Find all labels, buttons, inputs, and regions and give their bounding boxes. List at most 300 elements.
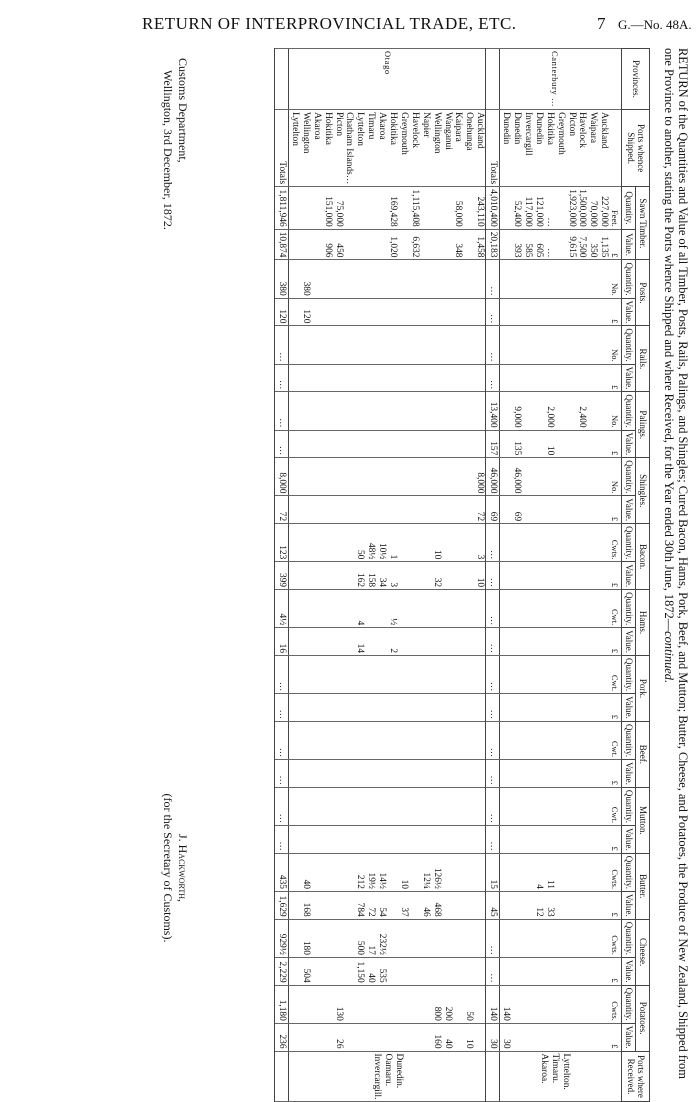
interprovincial-trade-table (274, 48, 650, 1102)
value-cell (598, 694, 609, 722)
value-cell: 10 (398, 853, 409, 891)
value-cell (311, 760, 322, 788)
port-shipped-cell: Greymouth (555, 110, 566, 187)
unit-cell: £ (609, 826, 621, 854)
value-cell (322, 392, 333, 430)
value-cell: 30 (500, 1023, 511, 1051)
quantity-subheader: Quantity. (622, 524, 636, 562)
value-cell (544, 496, 555, 524)
value-cell (577, 891, 588, 919)
otago-province-cell: Otago (289, 49, 486, 110)
value-cell (344, 656, 355, 694)
value-cell (365, 260, 376, 298)
value-cell (409, 628, 420, 656)
total-cell: 46,000 (486, 458, 500, 496)
value-cell (598, 919, 609, 957)
blank-cell (486, 49, 500, 110)
table-body (275, 49, 622, 1102)
return-caption (662, 48, 690, 1088)
value-cell: 34 (376, 562, 387, 590)
value-cell (566, 524, 577, 562)
value-cell: 380 (300, 260, 311, 298)
table-row (344, 49, 355, 1102)
value-cell (354, 364, 365, 392)
value-cell (409, 656, 420, 694)
value-cell (344, 787, 355, 825)
value-cell (289, 392, 300, 430)
value-cell (533, 721, 544, 759)
value-cell (464, 430, 475, 458)
value-cell (409, 458, 420, 496)
value-cell: 158 (365, 562, 376, 590)
total-cell: 140 (486, 985, 500, 1023)
value-cell: 450 (333, 229, 344, 260)
value-cell (577, 1023, 588, 1051)
value-cell (333, 628, 344, 656)
port-shipped-cell: Auckland (598, 110, 609, 187)
total-cell: 2,229 (275, 957, 289, 985)
value-subheader: Value. (622, 298, 636, 326)
value-cell (533, 656, 544, 694)
port-shipped-cell: Akaroa (311, 110, 322, 187)
value-cell (289, 187, 300, 230)
value-cell (511, 524, 522, 562)
value-cell (354, 187, 365, 230)
value-cell (511, 826, 522, 854)
value-cell (322, 364, 333, 392)
value-cell (577, 260, 588, 298)
value-cell (522, 985, 533, 1023)
value-cell (587, 392, 598, 430)
port-shipped-cell: Picton (333, 110, 344, 187)
value-cell (300, 826, 311, 854)
value-cell (344, 458, 355, 496)
value-cell (500, 524, 511, 562)
value-cell: 2,000 (544, 392, 555, 430)
total-cell: … (486, 787, 500, 825)
value-cell (311, 628, 322, 656)
value-cell (365, 458, 376, 496)
value-cell (533, 496, 544, 524)
blank-cell (486, 1051, 500, 1102)
value-cell (555, 458, 566, 496)
total-cell: 236 (275, 1023, 289, 1051)
value-cell (431, 392, 442, 430)
beef-header: Beef. (636, 721, 650, 787)
quantity-subheader: Quantity. (622, 392, 636, 430)
value-cell (409, 496, 420, 524)
value-cell (431, 760, 442, 788)
value-cell (522, 326, 533, 364)
total-cell: … (275, 326, 289, 364)
value-cell (311, 957, 322, 985)
value-cell (500, 957, 511, 985)
value-cell: 72 (474, 496, 485, 524)
value-cell (420, 985, 431, 1023)
value-cell (587, 590, 598, 628)
value-cell (354, 760, 365, 788)
value-cell (453, 957, 464, 985)
total-cell: … (275, 656, 289, 694)
value-cell (566, 364, 577, 392)
value-cell (376, 260, 387, 298)
value-cell (533, 524, 544, 562)
value-cell (431, 787, 442, 825)
value-cell (464, 229, 475, 260)
value-cell (453, 628, 464, 656)
value-cell (555, 326, 566, 364)
total-cell: … (486, 326, 500, 364)
port-received-label: Invercargill. (371, 1053, 382, 1100)
value-cell (387, 260, 398, 298)
value-cell (474, 721, 485, 759)
port-received-label: Dunedin. (393, 1053, 404, 1089)
value-cell (511, 694, 522, 722)
value-cell (598, 298, 609, 326)
value-cell (333, 919, 344, 957)
table-row (464, 49, 475, 1102)
value-cell (453, 326, 464, 364)
value-cell: 126½ (431, 853, 442, 891)
value-cell (555, 229, 566, 260)
value-cell (577, 826, 588, 854)
total-cell: 435 (275, 853, 289, 891)
value-cell (420, 430, 431, 458)
value-cell (333, 656, 344, 694)
value-cell: 1,135 (598, 229, 609, 260)
value-cell (365, 721, 376, 759)
value-cell (544, 524, 555, 562)
value-cell: 151,000 (322, 187, 333, 230)
quantity-value-row (622, 49, 636, 1102)
value-cell: … (544, 229, 555, 260)
value-cell (533, 260, 544, 298)
value-cell (453, 458, 464, 496)
value-cell (544, 985, 555, 1023)
value-cell (289, 590, 300, 628)
value-cell: 1,923,000 (566, 187, 577, 230)
value-cell (289, 656, 300, 694)
value-cell: 40 (365, 957, 376, 985)
table-row (474, 49, 485, 1102)
value-cell: 10 (464, 1023, 475, 1051)
value-cell (398, 787, 409, 825)
value-cell (587, 826, 598, 854)
value-cell (598, 891, 609, 919)
value-cell (387, 430, 398, 458)
value-cell (344, 826, 355, 854)
value-cell: 168 (300, 891, 311, 919)
table-row (453, 49, 464, 1102)
value-cell (344, 760, 355, 788)
value-cell (420, 628, 431, 656)
value-cell: 10 (474, 562, 485, 590)
total-cell: … (486, 524, 500, 562)
value-cell (587, 430, 598, 458)
value-cell (544, 562, 555, 590)
value-cell (398, 298, 409, 326)
value-subheader: Value. (622, 760, 636, 788)
value-cell (533, 760, 544, 788)
value-cell: 26 (333, 1023, 344, 1051)
port-shipped-cell: Greymouth (398, 110, 409, 187)
value-cell (354, 787, 365, 825)
port-shipped-cell: Akaroa (376, 110, 387, 187)
value-cell (289, 458, 300, 496)
value-cell (409, 298, 420, 326)
value-cell (431, 326, 442, 364)
value-cell (365, 628, 376, 656)
value-cell (453, 1023, 464, 1051)
value-cell (365, 392, 376, 430)
value-cell: 120 (300, 298, 311, 326)
value-cell (453, 891, 464, 919)
value-subheader: Value. (622, 628, 636, 656)
value-cell: 58,000 (453, 187, 464, 230)
value-cell (522, 694, 533, 722)
value-cell (566, 919, 577, 957)
value-cell (420, 229, 431, 260)
value-cell (420, 826, 431, 854)
value-cell (398, 694, 409, 722)
value-cell (365, 496, 376, 524)
value-cell (598, 787, 609, 825)
total-cell: 15 (486, 853, 500, 891)
value-cell (333, 694, 344, 722)
value-cell (409, 985, 420, 1023)
value-cell (511, 1023, 522, 1051)
value-cell (289, 694, 300, 722)
value-cell (522, 430, 533, 458)
unit-cell: No. (609, 392, 621, 430)
value-cell (442, 628, 453, 656)
unit-cell: £ (609, 1023, 621, 1051)
value-cell (442, 364, 453, 392)
value-cell (555, 760, 566, 788)
value-cell (500, 628, 511, 656)
value-cell (587, 694, 598, 722)
value-cell (577, 853, 588, 891)
value-cell (398, 392, 409, 430)
value-cell (354, 392, 365, 430)
value-cell (398, 760, 409, 788)
value-cell (365, 590, 376, 628)
value-cell (420, 694, 431, 722)
value-cell (376, 787, 387, 825)
value-cell (511, 919, 522, 957)
totals-label: Totals (486, 110, 500, 187)
value-cell (289, 260, 300, 298)
value-cell (376, 392, 387, 430)
value-cell (566, 826, 577, 854)
value-cell (533, 787, 544, 825)
value-cell (587, 496, 598, 524)
value-cell (420, 458, 431, 496)
value-subheader: Value. (622, 826, 636, 854)
value-cell (500, 919, 511, 957)
value-cell (289, 853, 300, 891)
value-cell (555, 628, 566, 656)
value-cell (398, 1023, 409, 1051)
value-cell (587, 524, 598, 562)
port-shipped-cell: Timaru (365, 110, 376, 187)
port-received-label: Akaroa. (539, 1053, 550, 1084)
value-cell (522, 760, 533, 788)
value-cell (533, 1023, 544, 1051)
value-cell (598, 1023, 609, 1051)
value-cell: 200 (442, 985, 453, 1023)
total-cell: 8,000 (275, 458, 289, 496)
port-shipped-cell: Wellington (300, 110, 311, 187)
total-cell: … (486, 694, 500, 722)
value-cell (464, 919, 475, 957)
port-received-label: Timaru. (550, 1053, 561, 1084)
value-cell (387, 298, 398, 326)
value-cell (598, 628, 609, 656)
value-cell (289, 298, 300, 326)
port-shipped-cell: Hokitika (387, 110, 398, 187)
value-cell (322, 656, 333, 694)
value-cell: 1,458 (474, 229, 485, 260)
value-cell (511, 760, 522, 788)
value-cell (544, 760, 555, 788)
value-subheader: Value. (622, 1023, 636, 1051)
value-cell (311, 590, 322, 628)
value-cell: 135 (511, 430, 522, 458)
value-cell: 19½ (365, 853, 376, 891)
value-cell (453, 364, 464, 392)
value-cell: 52,400 (511, 187, 522, 230)
value-cell (577, 721, 588, 759)
value-cell (409, 260, 420, 298)
value-cell (500, 826, 511, 854)
value-cell (322, 787, 333, 825)
unit-cell: No. (609, 326, 621, 364)
value-cell (365, 187, 376, 230)
signature-role: (for the Secretary of Customs). (161, 793, 175, 943)
value-cell (474, 326, 485, 364)
value-cell (533, 694, 544, 722)
total-cell: … (275, 392, 289, 430)
value-cell (587, 562, 598, 590)
value-cell (533, 590, 544, 628)
value-cell (300, 458, 311, 496)
value-subheader: Value. (622, 957, 636, 985)
value-cell (566, 458, 577, 496)
potatoes-header: Potatoes. (636, 985, 650, 1051)
ports-shipped-header: Ports whence Shipped. (622, 110, 650, 187)
unit-cell: £ (609, 430, 621, 458)
value-cell (322, 524, 333, 562)
value-cell (577, 985, 588, 1023)
value-cell (289, 562, 300, 590)
total-cell: … (275, 787, 289, 825)
value-cell (289, 760, 300, 788)
value-cell: 69 (511, 496, 522, 524)
value-cell (577, 760, 588, 788)
value-cell: 348 (453, 229, 464, 260)
value-cell: … (544, 187, 555, 230)
unit-cell: No. (609, 458, 621, 496)
value-cell (598, 326, 609, 364)
value-cell (587, 458, 598, 496)
value-cell: 40 (442, 1023, 453, 1051)
value-cell (398, 187, 409, 230)
value-cell (566, 590, 577, 628)
value-cell (431, 721, 442, 759)
total-cell: 380 (275, 260, 289, 298)
value-cell (300, 787, 311, 825)
value-cell (533, 826, 544, 854)
value-cell (420, 260, 431, 298)
quantity-subheader: Quantity. (622, 458, 636, 496)
value-cell (442, 458, 453, 496)
sawn-timber-header: Sawn Timber. (636, 187, 650, 260)
value-cell (354, 430, 365, 458)
value-subheader: Value. (622, 229, 636, 260)
value-cell (464, 787, 475, 825)
value-cell: 14½ (376, 853, 387, 891)
total-cell: 20,183 (486, 229, 500, 260)
value-cell (442, 891, 453, 919)
total-cell: 399 (275, 562, 289, 590)
value-cell (322, 985, 333, 1023)
total-cell: 1,629 (275, 891, 289, 919)
value-cell (555, 260, 566, 298)
quantity-subheader: Quantity. (622, 187, 636, 230)
value-cell (522, 524, 533, 562)
value-cell: 37 (398, 891, 409, 919)
port-received-label: Oamaru. (382, 1053, 393, 1087)
value-cell (442, 187, 453, 230)
value-cell (409, 1023, 420, 1051)
table-row (365, 49, 376, 1102)
value-cell (409, 590, 420, 628)
value-cell: 1,020 (387, 229, 398, 260)
value-cell (464, 298, 475, 326)
value-cell (442, 430, 453, 458)
value-cell (453, 853, 464, 891)
otago-totals-row (275, 49, 289, 1102)
unit-cell: Cwts. (609, 853, 621, 891)
value-cell (555, 364, 566, 392)
value-cell: 393 (511, 229, 522, 260)
value-cell: 9,000 (511, 392, 522, 430)
value-cell (442, 919, 453, 957)
value-cell (555, 187, 566, 230)
value-cell (300, 721, 311, 759)
value-cell (431, 430, 442, 458)
value-cell (420, 364, 431, 392)
value-cell (533, 985, 544, 1023)
value-cell (511, 364, 522, 392)
value-cell: 162 (354, 562, 365, 590)
bacon-header: Bacon. (636, 524, 650, 590)
value-cell (464, 260, 475, 298)
value-cell (598, 496, 609, 524)
value-cell: 12 (533, 891, 544, 919)
value-cell (500, 656, 511, 694)
value-cell (598, 957, 609, 985)
value-cell (453, 562, 464, 590)
value-cell (409, 853, 420, 891)
value-cell (344, 430, 355, 458)
table-row (577, 49, 588, 1102)
value-cell (555, 496, 566, 524)
value-cell (566, 957, 577, 985)
value-cell (511, 590, 522, 628)
cheese-header: Cheese. (636, 919, 650, 985)
